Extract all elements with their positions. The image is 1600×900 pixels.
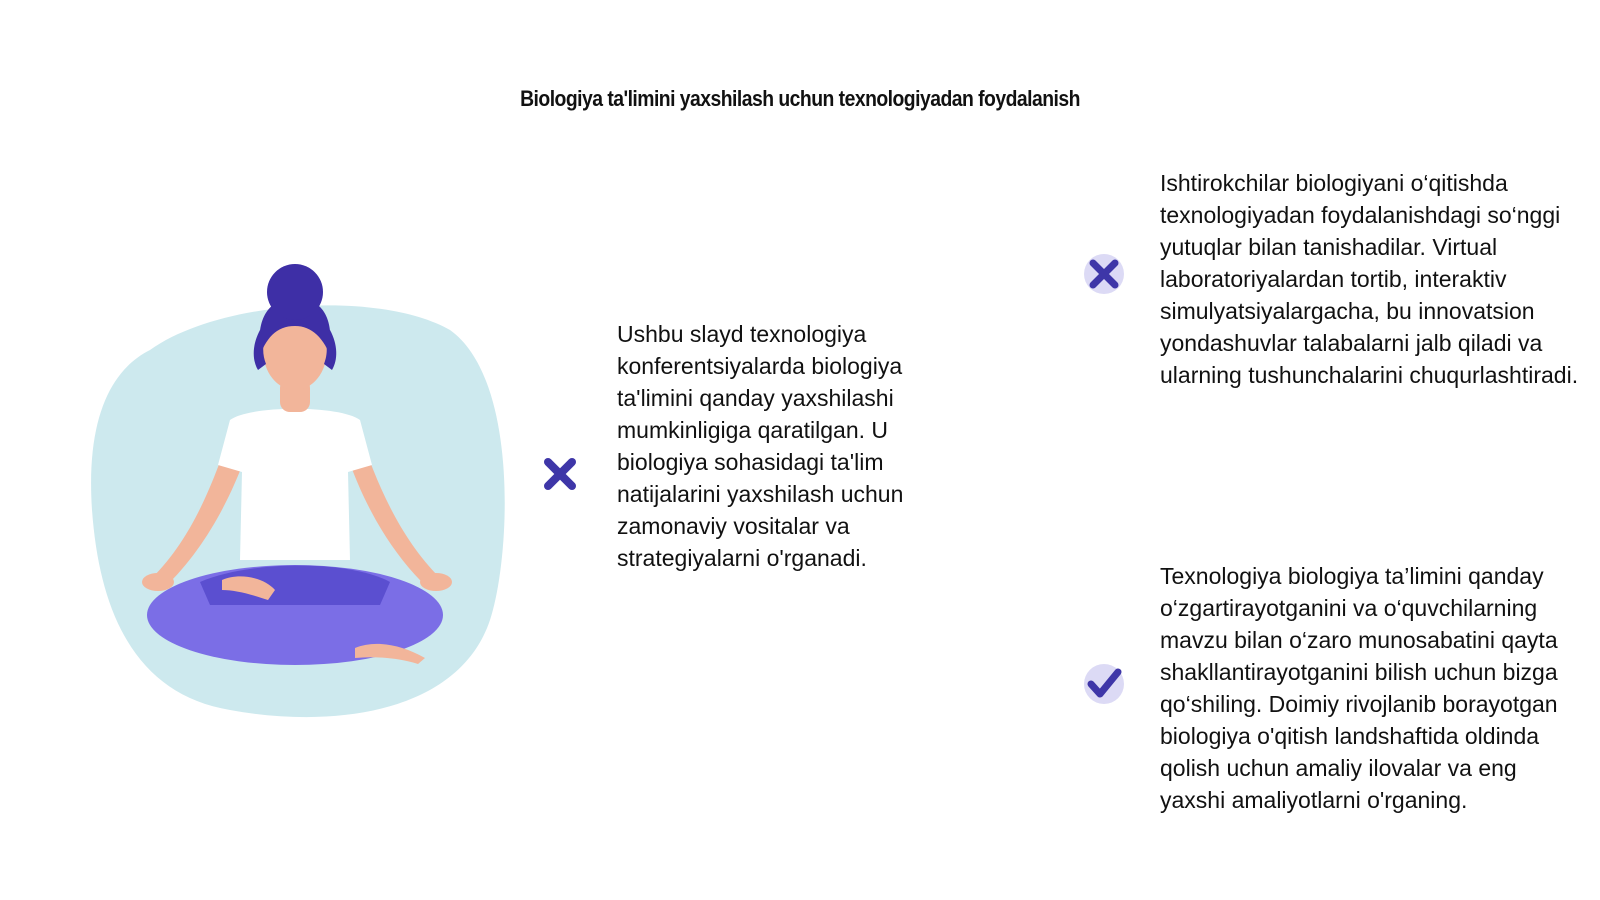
body-text-1: Ushbu slayd texnologiya konferentsiyalarda biologiya ta'limini qanday yaxshilashi mumkinligiga qaratilgan. U biologiya sohasidagi ta'lim natijalarini yaxshilash uchun zamonaviy vositalar va strategiyalarni o'rganadi. [617,321,904,571]
meditating-woman-illustration [80,260,520,740]
hair-bun [267,264,323,320]
x-mark-icon [1082,252,1126,296]
check-mark-icon [1082,662,1126,706]
hand-left [142,573,174,591]
slide-title: Biologiya ta'limini yaxshilash uchun texnologiyadan foydalanish [520,86,1080,111]
body-text-3: Texnologiya biologiya ta’limini qanday o‘zgartirayotganini va o‘quvchilarning mavzu bilan o‘zaro munosabatini qayta shakllantirayotganini bilish uchun bizga qo‘shiling. Doimiy rivojlanib borayotgan biologiya o'qitish landshaftida oldinda qolish uchun amaliy ilovalar va eng yaxshi amaliyotlarni o'rganing. [1160,563,1558,813]
hand-right [420,573,452,591]
x-mark-icon [538,452,582,496]
body-text-2: Ishtirokchilar biologiyani o‘qitishda texnologiyadan foydalanishdagi so‘nggi yutuqlar bilan tanishadilar. Virtual laboratoriyalardan tortib, interaktiv simulyatsiyalargacha, bu innovatsion yondashuvlar talabalarni jalb qiladi va ularning tushunchalarini chuqurlashtiradi. [1160,170,1579,388]
